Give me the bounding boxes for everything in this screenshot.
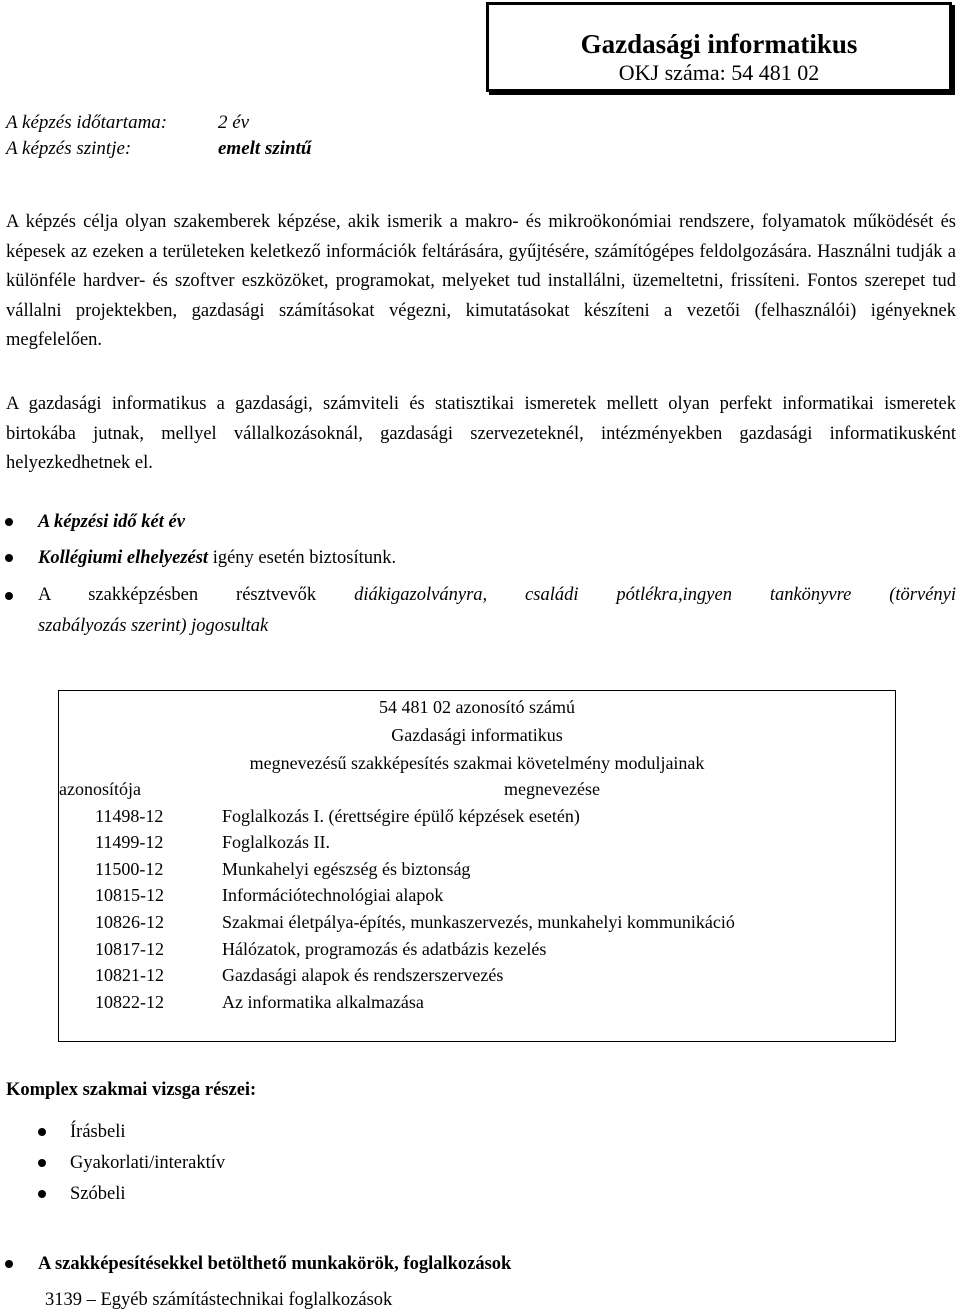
bullet-icon: [5, 592, 13, 600]
table-header-row: [59, 776, 895, 803]
okj-number: OKJ száma: 54 481 02: [618, 60, 820, 85]
benefits-em: diákigazolványra, családi pótlékra,ingyen tankönyvre (törvényi: [354, 585, 956, 605]
module-name: Foglalkozás I. (érettségire épülő képzések esetén): [222, 805, 580, 826]
list-item: [0, 1250, 956, 1278]
list-item: [0, 508, 956, 544]
column-header-id: azonosítója: [59, 779, 141, 799]
list-item: [0, 580, 956, 642]
exam-part: Gyakorlati/interaktív: [70, 1153, 226, 1173]
bullet-icon: [5, 1260, 13, 1268]
career-paragraph: A gazdasági informatikus a gazdasági, számviteli és statisztikai ismeretek mellett olyan perfekt informatikai ismeretek birtokába jutnak, mellyel vállalkozásoknál, gazdasági szervezeteknél, intézményekben gazdasági informatikusként helyezkedhetnek el.: [6, 394, 956, 473]
duration-row: [6, 110, 249, 136]
exam-part: Szóbeli: [70, 1184, 126, 1204]
intro-paragraph: A képzés célja olyan szakemberek képzése, akik ismerik a makro- és mikroökonómiai rendszere, folyamatok működését és képesek az ezeken a területeken keletkező információk feltárására, gyűjtésére, számítógépes feldolgozására. Használni tudják a különféle hardver- és szoftver eszközöket, programokat, melyeket tud installálni, üzemeltetni, frissíteni. Fontos szerepet tud vállalni projektekben, gazdasági számításokat végezni, kimutatásokat készíteni a vezetői (felhasználói) igényeknek megfelelően.: [6, 212, 956, 350]
training-duration-text: A képzési idő két év: [38, 512, 185, 532]
column-header-name: megnevezése: [504, 779, 600, 799]
module-name: Munkahelyi egészség és biztonság: [222, 858, 471, 879]
module-id: 10826-12: [95, 911, 164, 932]
module-name: Információtechnológiai alapok: [222, 885, 444, 906]
bullet-icon: [5, 554, 13, 562]
table-heading-desc: megnevezésű szakképesítés szakmai követelmény moduljainak: [249, 753, 705, 773]
feature-list: [0, 508, 956, 642]
module-id: 10822-12: [95, 991, 164, 1012]
duration-value: 2 év: [218, 112, 250, 133]
module-id: 11498-12: [95, 805, 164, 826]
dormitory-text: igény esetén biztosítunk.: [208, 548, 397, 568]
table-row: [59, 962, 895, 989]
exam-part: Írásbeli: [70, 1122, 126, 1142]
bullet-icon: [38, 1159, 46, 1167]
benefits-line-1: [38, 580, 956, 611]
modules-table: [58, 690, 896, 1042]
benefits-line-2: szabályozás szerint) jogosultak: [38, 616, 269, 636]
table-heading-name: Gazdasági informatikus: [391, 725, 563, 745]
page-title: Gazdasági informatikus: [580, 29, 858, 59]
benefits-text: A szakképzésben résztvevők: [38, 585, 355, 605]
table-row: [59, 909, 895, 936]
duration-label: A képzés időtartama:: [6, 112, 168, 133]
module-name: Hálózatok, programozás és adatbázis kezelés: [222, 938, 547, 959]
exam-list: [0, 1118, 956, 1211]
job-item: 3139 – Egyéb számítástechnikai foglalkozások: [45, 1290, 393, 1310]
table-body: [59, 803, 895, 1016]
bullet-icon: [38, 1128, 46, 1136]
level-row: [6, 136, 311, 162]
module-id: 10817-12: [95, 938, 164, 959]
bullet-icon: [5, 518, 13, 526]
level-value: emelt szintű: [218, 138, 312, 159]
module-id: 11500-12: [95, 858, 164, 879]
table-row: [59, 803, 895, 830]
module-name: Gazdasági alapok és rendszerszervezés: [222, 965, 504, 986]
table-row: [59, 882, 895, 909]
table-row: [59, 856, 895, 883]
module-name: Az informatika alkalmazása: [222, 991, 424, 1012]
list-item: [0, 1118, 956, 1149]
table-heading-code: 54 481 02 azonosító számú: [379, 697, 575, 717]
jobs-heading: A szakképesítésekkel betölthető munkakörök, foglalkozások: [38, 1254, 512, 1274]
module-id: 10821-12: [95, 965, 164, 986]
module-id: 10815-12: [95, 885, 164, 906]
exam-heading: Komplex szakmai vizsga részei:: [6, 1080, 257, 1100]
list-item: [0, 1149, 956, 1180]
title-box: [486, 2, 952, 92]
table-row: [59, 829, 895, 856]
bullet-icon: [38, 1190, 46, 1198]
table-row: [59, 936, 895, 963]
dormitory-em: Kollégiumi elhelyezést: [38, 548, 209, 568]
module-name: Foglalkozás II.: [222, 832, 330, 853]
module-name: Szakmai életpálya-építés, munkaszervezés, munkahelyi kommunikáció: [222, 911, 735, 932]
list-item: [0, 544, 956, 580]
table-row: [59, 989, 895, 1016]
list-item: [0, 1180, 956, 1211]
level-label: A képzés szintje:: [6, 138, 132, 159]
module-id: 11499-12: [95, 832, 164, 853]
jobs-list: [0, 1250, 956, 1278]
